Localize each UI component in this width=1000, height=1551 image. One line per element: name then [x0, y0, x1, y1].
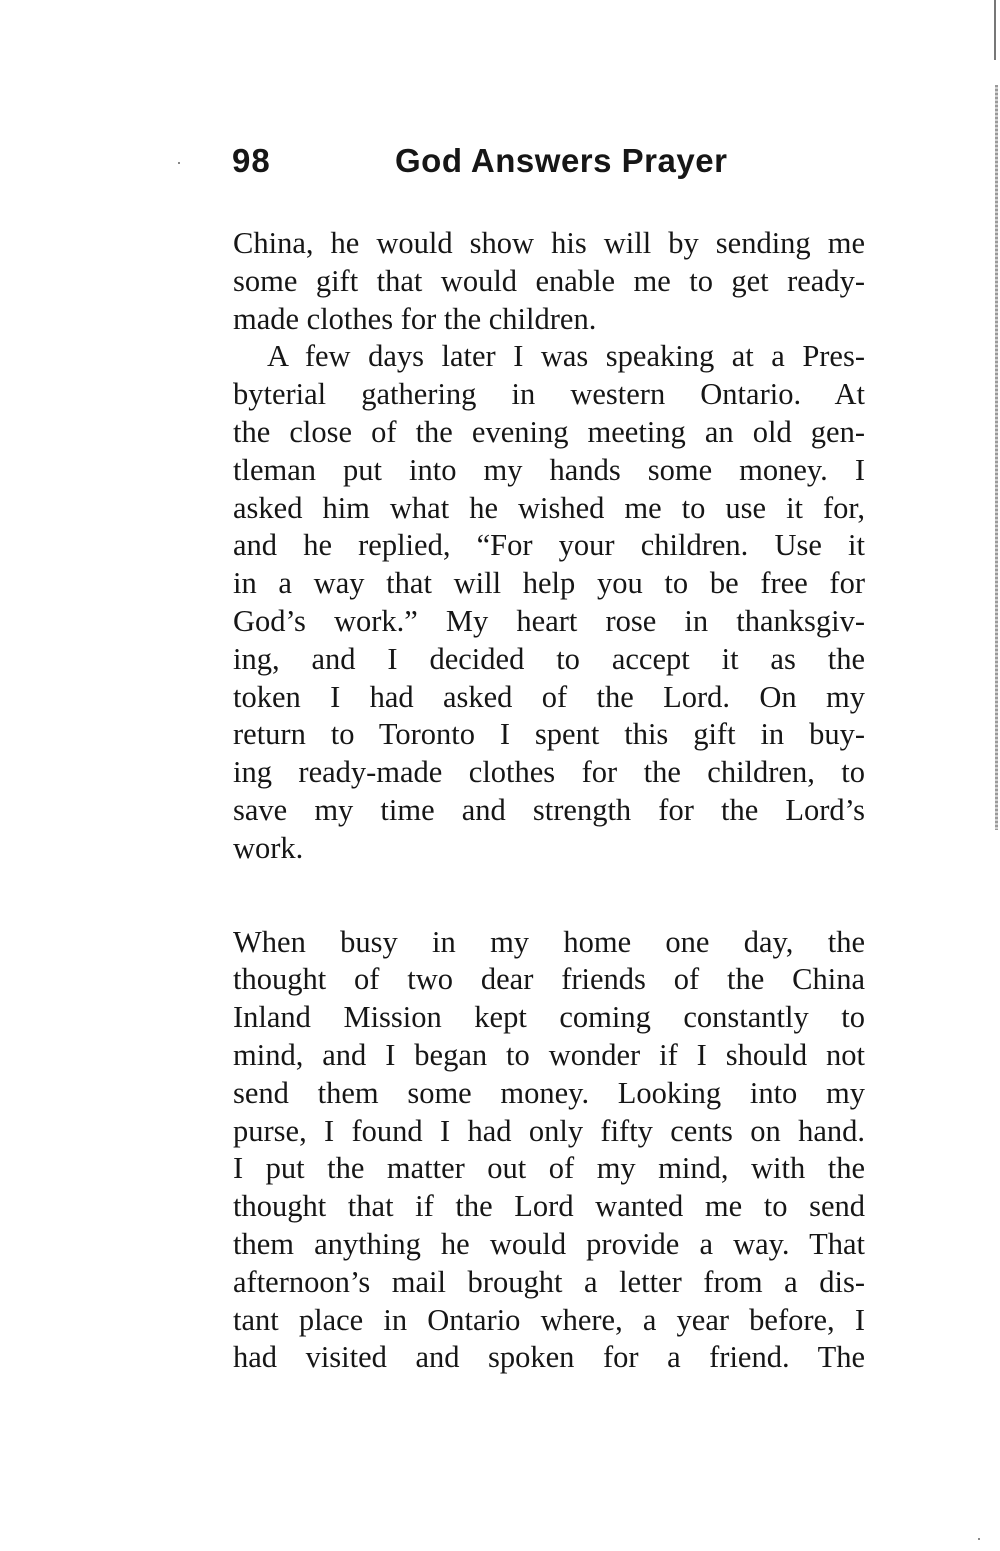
text-line: ing ready-made clothes for the children, to: [233, 755, 865, 790]
text-line: work.: [233, 830, 304, 865]
text-line: made clothes for the children.: [233, 301, 597, 336]
text-line: China, he would show his will by sending me: [233, 226, 865, 260]
text-line: them anything he would provide a way. That: [233, 1226, 865, 1261]
text-line: asked him what he wished me to use it for,: [233, 490, 865, 525]
running-title: God Answers Prayer: [395, 142, 728, 179]
text-line: purse, I found I had only fifty cents on hand.: [233, 1113, 865, 1148]
page-edge-shadow: [994, 0, 996, 60]
text-line: send them some money. Looking into my: [233, 1075, 865, 1110]
text-line: I put the matter out of my mind, with the: [233, 1151, 865, 1186]
text-line: mind, and I began to wonder if I should not: [233, 1037, 865, 1072]
text-line: token I had asked of the Lord. On my: [233, 679, 865, 714]
text-line: had visited and spoken for a friend. The: [233, 1340, 865, 1375]
text-line: some gift that would enable me to get ready-: [233, 263, 865, 298]
text-line: When busy in my home one day, the: [233, 924, 865, 959]
text-line: afternoon’s mail brought a letter from a dis-: [233, 1264, 865, 1299]
scan-speck: [178, 162, 180, 164]
page-number: 98: [232, 142, 271, 179]
text-line: God’s work.” My heart rose in thanksgiv-: [233, 603, 865, 638]
scan-speck: [978, 1538, 980, 1540]
paragraph: [233, 924, 865, 1378]
text-line: byterial gathering in western Ontario. At: [233, 377, 865, 412]
text-line: tant place in Ontario where, a year before, I: [233, 1302, 865, 1337]
text-line: thought of two dear friends of the China: [233, 962, 865, 997]
text-line: A few days later I was speaking at a Pres-: [267, 339, 865, 374]
text-line: in a way that will help you to be free for: [233, 566, 865, 601]
page-header: [232, 142, 872, 192]
text-line: return to Toronto I spent this gift in buy-: [233, 717, 865, 752]
text-line: and he replied, “For your children. Use it: [233, 528, 865, 563]
text-line: Inland Mission kept coming constantly to: [233, 1000, 865, 1035]
text-line: save my time and strength for the Lord’s: [233, 792, 865, 827]
text-line: the close of the evening meeting an old gen-: [233, 414, 865, 449]
body-text: [233, 225, 865, 1377]
paragraph: [233, 225, 865, 338]
page-edge: [995, 85, 998, 830]
text-line: ing, and I decided to accept it as the: [233, 641, 865, 676]
text-line: thought that if the Lord wanted me to send: [233, 1189, 865, 1224]
text-line: tleman put into my hands some money. I: [233, 452, 865, 487]
section-gap: [233, 868, 865, 924]
paragraph: [233, 338, 865, 867]
